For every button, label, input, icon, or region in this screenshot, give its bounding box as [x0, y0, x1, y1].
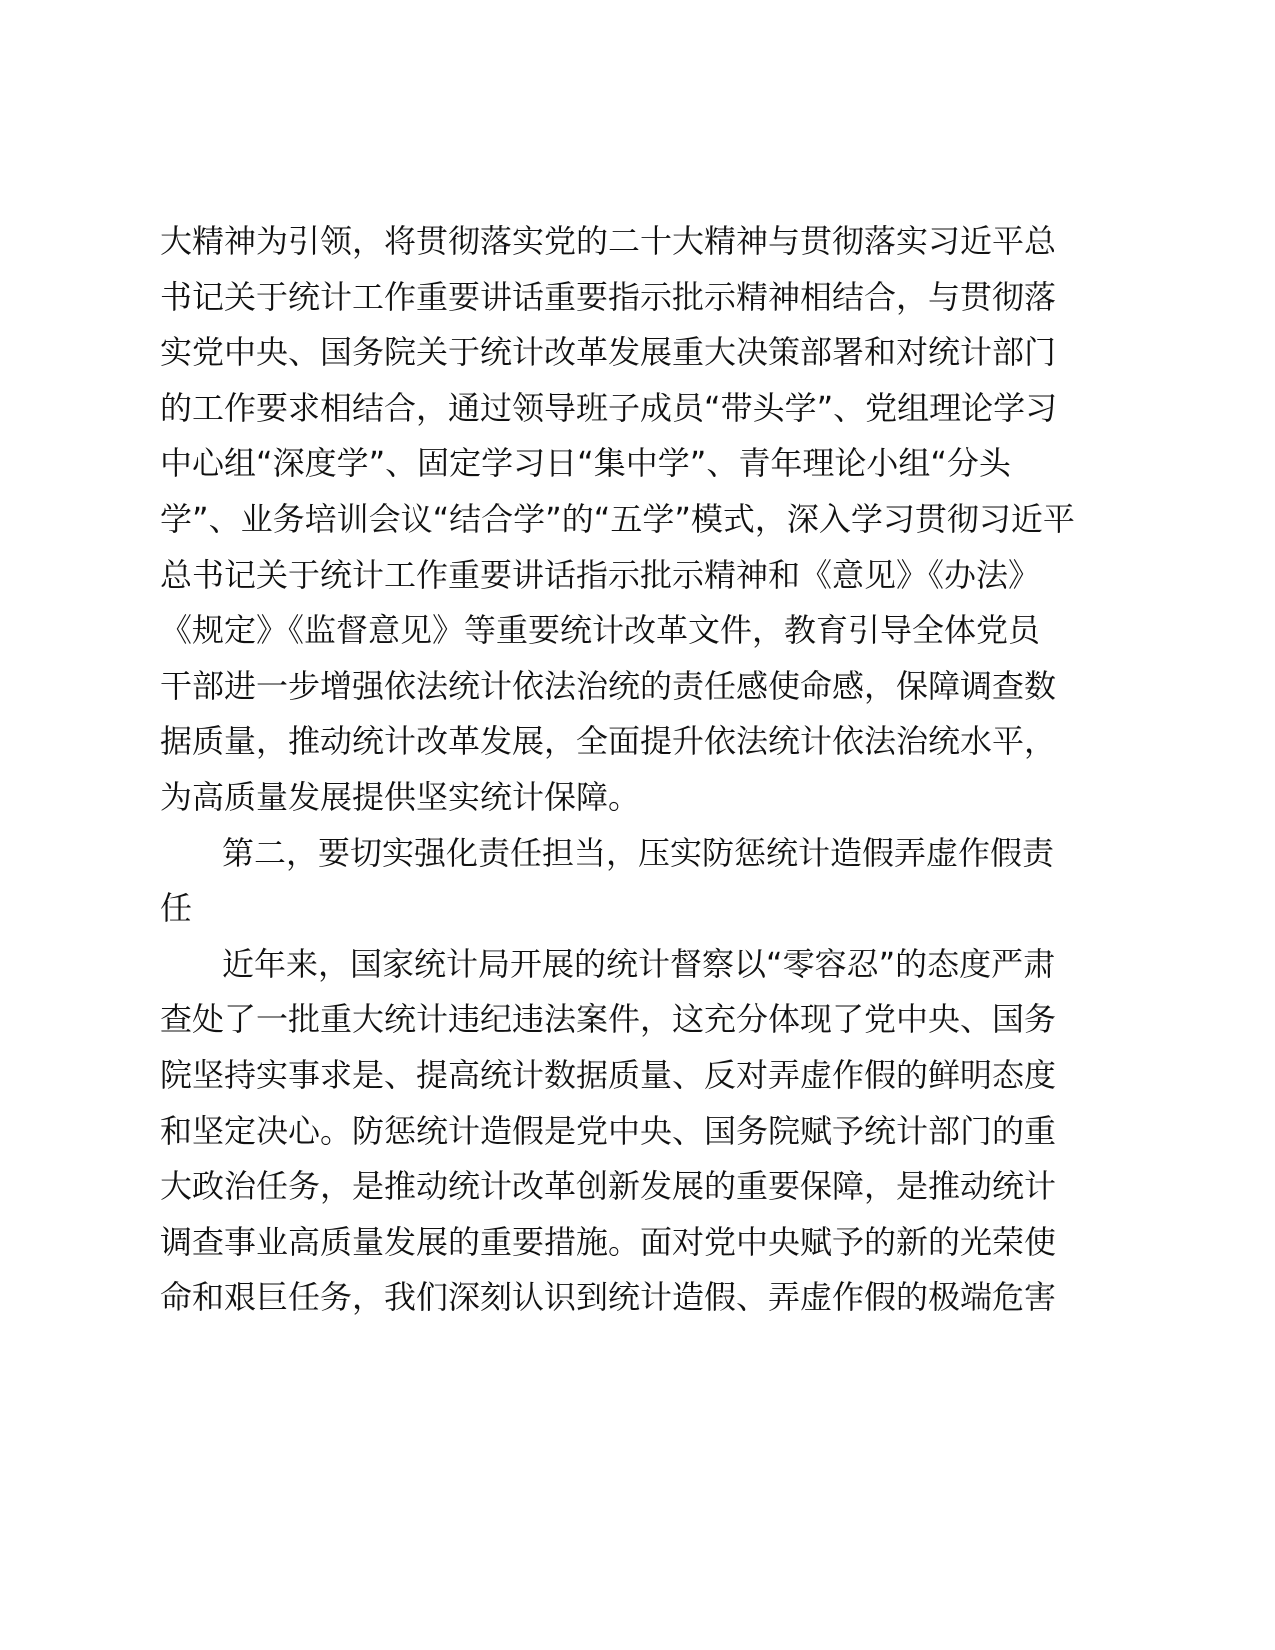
text-line: 书记关于统计工作重要讲话重要指示批示精神相结合，与贯彻落 — [160, 277, 1057, 316]
text-line: 学”、业务培训会议“结合学”的“五学”模式，深入学习贯彻习近平 — [160, 499, 1075, 538]
text-line: 大政治任务，是推动统计改革创新发展的重要保障，是推动统计 — [160, 1167, 1057, 1206]
text-line: 的工作要求相结合，通过领导班子成员“带头学”、党组理论学习 — [160, 388, 1058, 427]
text-line: 据质量，推动统计改革发展，全面提升依法统计依法治统水平， — [160, 722, 1057, 761]
text-line: 调查事业高质量发展的重要措施。面对党中央赋予的新的光荣使 — [160, 1222, 1057, 1261]
text-line: 中心组“深度学”、固定学习日“集中学”、青年理论小组“分头 — [160, 444, 1011, 483]
text-line: 《规定》《监督意见》等重要统计改革文件，教育引导全体党员 — [160, 611, 1041, 650]
text-line: 和坚定决心。防惩统计造假是党中央、国务院赋予统计部门的重 — [160, 1111, 1057, 1150]
section-heading-continuation: 任 — [160, 889, 193, 928]
text-line: 总书记关于统计工作重要讲话指示批示精神和《意见》《办法》 — [160, 555, 1041, 594]
paragraph-start-line: 近年来，国家统计局开展的统计督察以“零容忍”的态度严肃 — [222, 944, 1056, 983]
text-line: 为高质量发展提供坚实统计保障。 — [160, 777, 641, 816]
text-line: 实党中央、国务院关于统计改革发展重大决策部署和对统计部门 — [160, 333, 1057, 372]
section-heading: 第二，要切实强化责任担当，压实防惩统计造假弄虚作假责 — [222, 833, 1055, 872]
document-body — [160, 214, 1075, 1326]
text-line: 查处了一批重大统计违纪违法案件，这充分体现了党中央、国务 — [160, 1000, 1057, 1039]
text-line: 大精神为引领，将贯彻落实党的二十大精神与贯彻落实习近平总 — [160, 222, 1057, 260]
text-line: 干部进一步增强依法统计依法治统的责任感使命感，保障调查数 — [160, 666, 1057, 705]
text-line: 院坚持实事求是、提高统计数据质量、反对弄虚作假的鲜明态度 — [160, 1055, 1057, 1094]
text-line: 命和艰巨任务，我们深刻认识到统计造假、弄虚作假的极端危害 — [160, 1278, 1057, 1317]
